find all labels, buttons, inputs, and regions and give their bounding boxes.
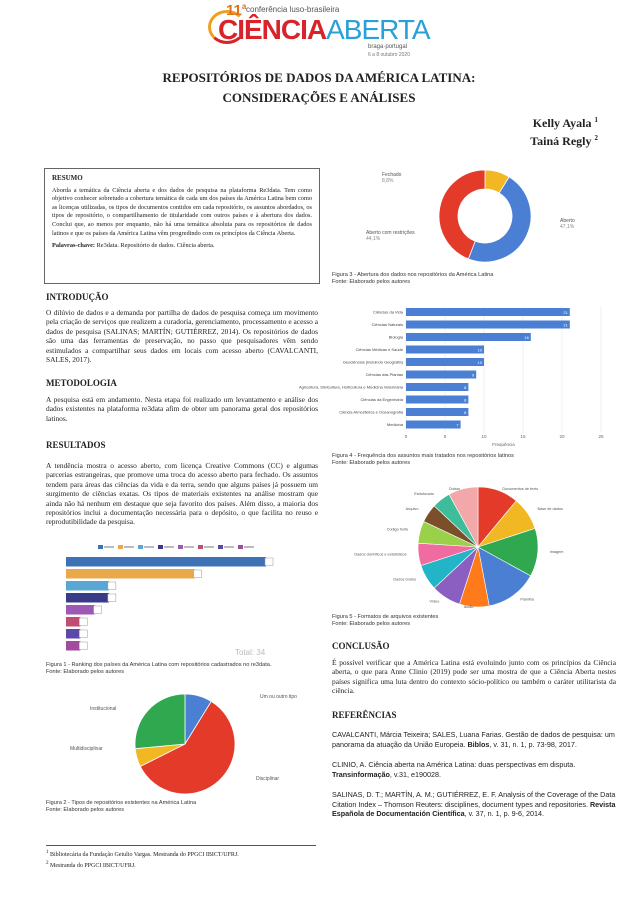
legend-swatch (218, 545, 223, 549)
bar (406, 408, 468, 416)
conclusion-text: É possível verificar que a América Latina está evoluindo junto com os princípios da Ciência aberta, o que para Anne Clinio (2019) pode ser uma mostra de que a Ciência Aberta nestes países significa uma luta dentro do contexto sócio-político ou também o caráter utilitarista da ciência. (332, 658, 616, 696)
flag-icon (265, 558, 273, 566)
bar (66, 557, 266, 567)
results-text: A tendência mostra o acesso aberto, com licença Creative Commons (CC) e algumas parcerias estrangeiras, que promove uma troca do acesso aberto para fechado. Os assuntos tendem para áreas das ciências da vida e da terra, sendo que alguns países já possuem um surgimento de ciências exatas. Os tipos de materiais existentes na análise mostram que ainda não há nenhum em destaque que seja favorito dos países. Além disso, a maioria dos repositórios inclui a documentação necessária para o depósito, o que facilita no reuso e reprodutibilidade da pesquisa. (46, 461, 318, 527)
bar (66, 593, 109, 603)
slice-label: Aberto com restrições (366, 230, 415, 236)
slice-label: Multidisciplinar (70, 746, 103, 752)
reference-item: SALINAS, D. T.; MARTÍN, A. M.; GUTIÉRREZ, E. F. Analysis of the Coverage of the Data Citation Index – Thomson Reuters: disciplines, document types and repositories. Revista Española de Documentación Científica, v. 37, n. 1, p. 9-6, 2014. (332, 790, 616, 819)
slice-label: Dados científicos e estatísticos (354, 552, 407, 557)
x-tick-label: 10 (481, 434, 487, 439)
legend-swatch (198, 545, 203, 549)
bar (66, 629, 80, 639)
figure-1-source: Fonte: Elaborado pelos autores (46, 669, 125, 675)
legend-swatch (118, 545, 123, 549)
bar (406, 346, 484, 354)
y-tick-label: Agricultura, Silvicultura, Horticultura e Medicina Veterinária (298, 384, 403, 390)
bar (66, 617, 80, 627)
bar (406, 383, 468, 391)
conclusion-heading: CONCLUSÃO (332, 641, 390, 651)
y-tick-label: Ciências Médicas e Saúde (355, 347, 403, 352)
bar-value: 8 (464, 385, 467, 390)
y-tick-label: Ciências Naturais (371, 322, 403, 327)
references-heading: REFERÊNCIAS (332, 710, 397, 720)
logo-city: braga·portugal (368, 44, 408, 50)
figure-4-source: Fonte: Elaborado pelos autores (332, 460, 411, 466)
bar-value: 8 (464, 410, 467, 415)
pie-slice (135, 694, 185, 749)
method-heading: METODOLOGIA (46, 378, 117, 388)
slice-label: Estruturado (414, 491, 434, 496)
legend-swatch (98, 545, 103, 549)
y-tick-label: Ciência Atmosférica e Oceanografia (339, 409, 403, 415)
bar (406, 396, 468, 404)
figure-1-bar-chart (60, 543, 300, 657)
legend-swatch (238, 545, 243, 549)
bar (406, 421, 461, 429)
x-tick-label: 5 (443, 434, 447, 439)
slice-label: Institucional (90, 706, 117, 712)
author-note: 2 (594, 134, 598, 142)
y-tick-label: Ciências da Vida (373, 309, 403, 315)
legend-label-placeholder (224, 546, 234, 548)
figure-1-caption: Figura 1 - Ranking dos países da América Latina com repositórios cadastrados no re3data. (46, 662, 272, 668)
flag-icon (108, 582, 116, 590)
figure-4-caption: Figura 4 - Frequência dos assuntos mais tratados nos repositórios latinos (332, 453, 514, 459)
figure-3-caption: Figura 3 - Abertura dos dados nos repositórios da América Latina (332, 272, 494, 278)
bar-value: 7 (456, 422, 459, 428)
slice-value: 47,1% (560, 224, 575, 230)
legend-swatch (178, 545, 183, 549)
x-tick-label: 20 (559, 434, 565, 439)
slice-label: Documentos de texto (502, 487, 539, 491)
figure-5-source: Fonte: Elaborado pelos autores (332, 621, 411, 627)
figure-3-donut-chart (360, 166, 610, 268)
slice-label: Áudio (463, 605, 474, 609)
flag-icon (79, 642, 87, 650)
y-tick-label: Ciências das Plantas (365, 372, 403, 377)
figure-3-source: Fonte: Elaborado pelos autores (332, 279, 411, 285)
logo-text-aberta: ABERTA (326, 14, 430, 45)
bar (66, 581, 109, 591)
slice-label: Código fonte (386, 527, 409, 532)
abstract-heading: RESUMO (52, 174, 83, 182)
y-tick-label: Biologia (388, 334, 403, 340)
title-line-2: CONSIDERAÇÕES E ANÁLISES (222, 90, 416, 105)
poster-title (0, 68, 638, 108)
flag-icon (108, 594, 116, 602)
flag-icon (79, 630, 87, 638)
author-name: Kelly Ayala (532, 116, 592, 130)
figure-2-source: Fonte: Elaborado pelos autores (46, 807, 125, 813)
legend-label-placeholder (204, 546, 214, 548)
bar (66, 569, 195, 579)
slice-label: Planilha (520, 597, 534, 602)
flag-icon (94, 606, 102, 614)
logo-conference-label: conferência luso-brasileira (246, 5, 340, 14)
bar (406, 333, 531, 341)
slice-label: Fechado (382, 172, 402, 178)
slice-label: Dados brutos (393, 577, 417, 582)
author-note: 1 (594, 116, 598, 124)
x-axis-label: Frequência (492, 442, 515, 447)
title-line-1: REPOSITÓRIOS DE DADOS DA AMÉRICA LATINA: (162, 70, 476, 85)
abstract-box (44, 168, 320, 284)
bar (66, 641, 80, 651)
logo-dates: 6 a 8 outubro 2020 (368, 52, 410, 58)
legend-swatch (158, 545, 163, 549)
author-name: Tainá Regly (530, 134, 592, 148)
slice-value: 44,1% (366, 236, 381, 242)
slice-label: Base de dados (537, 506, 563, 511)
flag-icon (194, 570, 202, 578)
bar (406, 308, 570, 316)
y-tick-label: Medicina (386, 422, 403, 427)
legend-label-placeholder (164, 546, 174, 548)
footnote-text: Bibliotecária da Fundação Getulio Vargas. Mestranda do PPGCI IBICT/UFRJ. (50, 852, 239, 858)
legend-swatch (138, 545, 143, 549)
legend-label-placeholder (184, 546, 194, 548)
bar (406, 321, 570, 329)
bar-value: 16 (524, 335, 529, 340)
footnote-number: 2 (46, 860, 49, 866)
keywords: Re3data. Repositório de dados. Ciência aberta. (96, 242, 215, 250)
authors (530, 113, 598, 149)
slice-label: Disciplinar (256, 776, 280, 782)
y-tick-label: Ciências da Engenharia (360, 397, 403, 402)
slice-label: Vídeo (429, 599, 440, 604)
bar (406, 358, 484, 366)
bar-value: 21 (563, 310, 568, 315)
bar (66, 605, 95, 615)
figure-5-caption: Figura 5 - Formatos de arquivos existentes (332, 614, 439, 620)
x-tick-label: 0 (404, 434, 408, 439)
reference-item: CLINIO, A. Ciência aberta na América Latina: duas perspectivas em disputa. Transinformação, v.31, e190028. (332, 760, 576, 779)
reference-item: CAVALCANTI, Márcia Teixeira; SALES, Luana Farias. Gestão de dados de pesquisa: um panorama da atuação da União Europeia. Biblos, v. 31, n. 1, p. 73-98, 2017. (332, 730, 615, 749)
slice-value: 8,8% (382, 178, 394, 184)
poster-header (0, 0, 638, 62)
x-tick-label: 25 (598, 434, 604, 439)
slice-label: Aberto (560, 218, 575, 224)
bar-value: 10 (477, 347, 482, 353)
figure-2-caption: Figura 2 - Tipos de repositórios existentes na América Latina (46, 800, 197, 806)
intro-heading: INTRODUÇÃO (46, 292, 109, 302)
method-text: A pesquisa está em andamento. Nesta etapa foi realizado um levantamento e análise dos dados existentes na plataforma re3data afim de obter um panorama geral dos repositórios latinos. (46, 395, 318, 423)
figure-5-pie-chart (336, 484, 616, 610)
y-tick-label: Geociências (incluindo Geografia) (342, 359, 403, 365)
slice-label: Imagem (549, 550, 564, 555)
footnotes (46, 845, 316, 870)
footnote-text: Mestranda do PPGCI IBICT/UFRJ. (50, 862, 136, 869)
figure-2-pie-chart (60, 688, 306, 798)
chart-annotation: Total: 34 (235, 648, 266, 657)
bar-value: 10 (477, 360, 482, 365)
legend-label-placeholder (244, 546, 254, 548)
logo-edition-suffix: a (241, 2, 247, 11)
figure-4-bar-chart (298, 302, 616, 450)
legend-label-placeholder (104, 546, 114, 548)
slice-label: Um ou outro tipo (260, 694, 297, 700)
logo-edition: 11 (226, 2, 242, 19)
abstract-text: Aborda a temática da Ciência aberta e dos dados de pesquisa na plataforma Re3data. Tem como objetivo conhecer sobretudo a cobertura temática de cada um dos países da América Latina bem como as licenças utilizadas, os tipos de documentos contidos em cada repositório, os assuntos abordados, os tipos de repositório, o compartilhamento de titularidade com outros países e à abertura dos dados. Conclui que, ao menos por enquanto, não há uma temática absoluta para os repositórios de dados latinos e que os países da América Latina vêm progredindo com os princípios da Ciência Aberta. (52, 186, 312, 237)
bar-value: 9 (471, 372, 475, 378)
flag-icon (79, 618, 87, 626)
bar-value: 21 (563, 322, 568, 328)
legend-label-placeholder (124, 546, 134, 548)
bar (406, 371, 476, 379)
slice-label: Outros (448, 487, 461, 491)
bar-value: 8 (464, 397, 467, 403)
intro-text: O dilúvio de dados e a demanda por partilha de dados de pesquisa começa um movimento pela criação de serviços que realizem a curadoria, gerenciamento, processamento e acesso a dados de pesquisa (SALINAS; MARTÍN; GUTIÉRREZ, 2014). Os repositórios de dados são uma das ferramentas de preservação, no passo que pesquisadores vêm sendo estimulados a compartilhar seus dados em locais com acesso aberto (CAVALCANTI, SALES, 2017). (46, 308, 318, 365)
x-tick-label: 15 (520, 434, 526, 439)
keywords-label: Palavras-chave: (52, 242, 96, 250)
results-heading: RESULTADOS (46, 440, 106, 450)
legend-label-placeholder (144, 546, 154, 548)
footnote-number: 1 (46, 850, 49, 855)
slice-label: Arquivo (405, 506, 419, 511)
conference-logo (208, 2, 438, 60)
logo-text-ciencia: CIÊNCIA (218, 14, 327, 45)
